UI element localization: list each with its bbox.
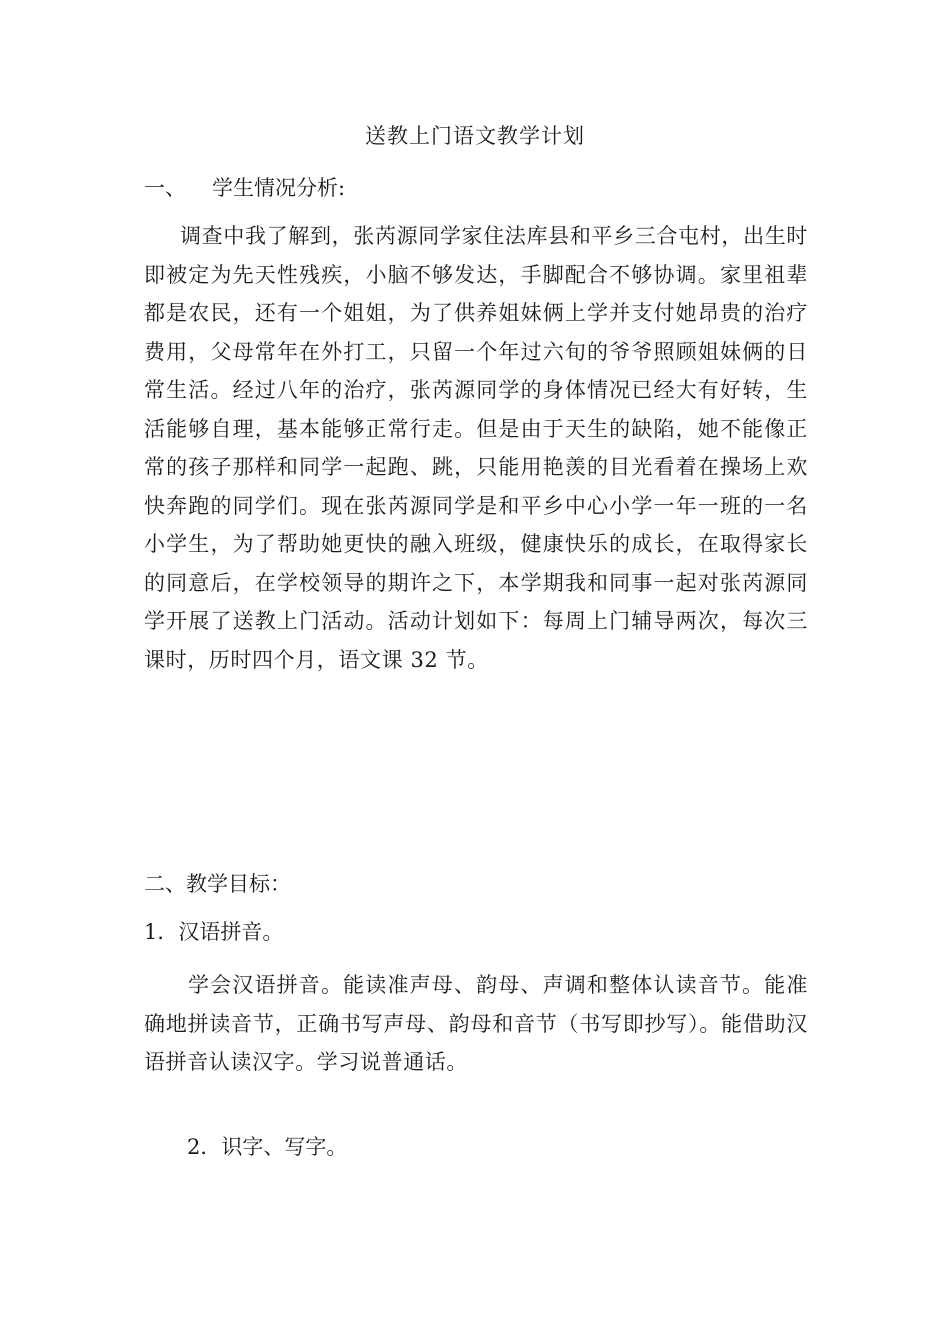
section1-number: 一、: [144, 176, 186, 200]
section1-heading-text: 学生情况分析:: [212, 176, 346, 200]
document-title: 送教上门语文教学计划: [365, 124, 585, 148]
section1-paragraph: 调查中我了解到，张芮源同学家住法库县和平乡三合屯村，出生时即被定为先天性残疾，小脑不够发达，手脚配合不够协调。家里祖辈都是农民，还有一个姐姐，为了供养姐妹俩上学并支付她昂贵的治疗费用，父母常年在外打工，只留一个年过六旬的爷爷照顾姐妹俩的日常生活。经过八年的治疗，张芮源同学的身体情况已经大有好转，生活能够自理，基本能够正常行走。但是由于天生的缺陷，她不能像正常的孩子那样和同学一起跑、跳，只能用艳羡的目光看着在操场上欢快奔跑的同学们。现在张芮源同学是和平乡中心小学一年一班的一名小学生，为了帮助她更快的融入班级，健康快乐的成长，在取得家长的同意后，在学校领导的期许之下，本学期我和同事一起对张芮源同学开展了送教上门活动。活动计划如下：每周上门辅导两次，每次三课时，历时四个月，语文课 32 节。: [144, 224, 808, 672]
item1-title: 1．汉语拼音。: [144, 920, 284, 944]
section1-heading: [144, 174, 345, 202]
section2-heading: 二、教学目标：: [144, 872, 291, 896]
item2-title: 2．识字、写字。: [187, 1135, 348, 1159]
item1-paragraph: 学会汉语拼音。能读准声母、韵母、声调和整体认读音节。能准确地拼读音节，正确书写声母、韵母和音节（书写即抄写）。能借助汉语拼音认读汉字。学习说普通话。: [144, 973, 808, 1074]
